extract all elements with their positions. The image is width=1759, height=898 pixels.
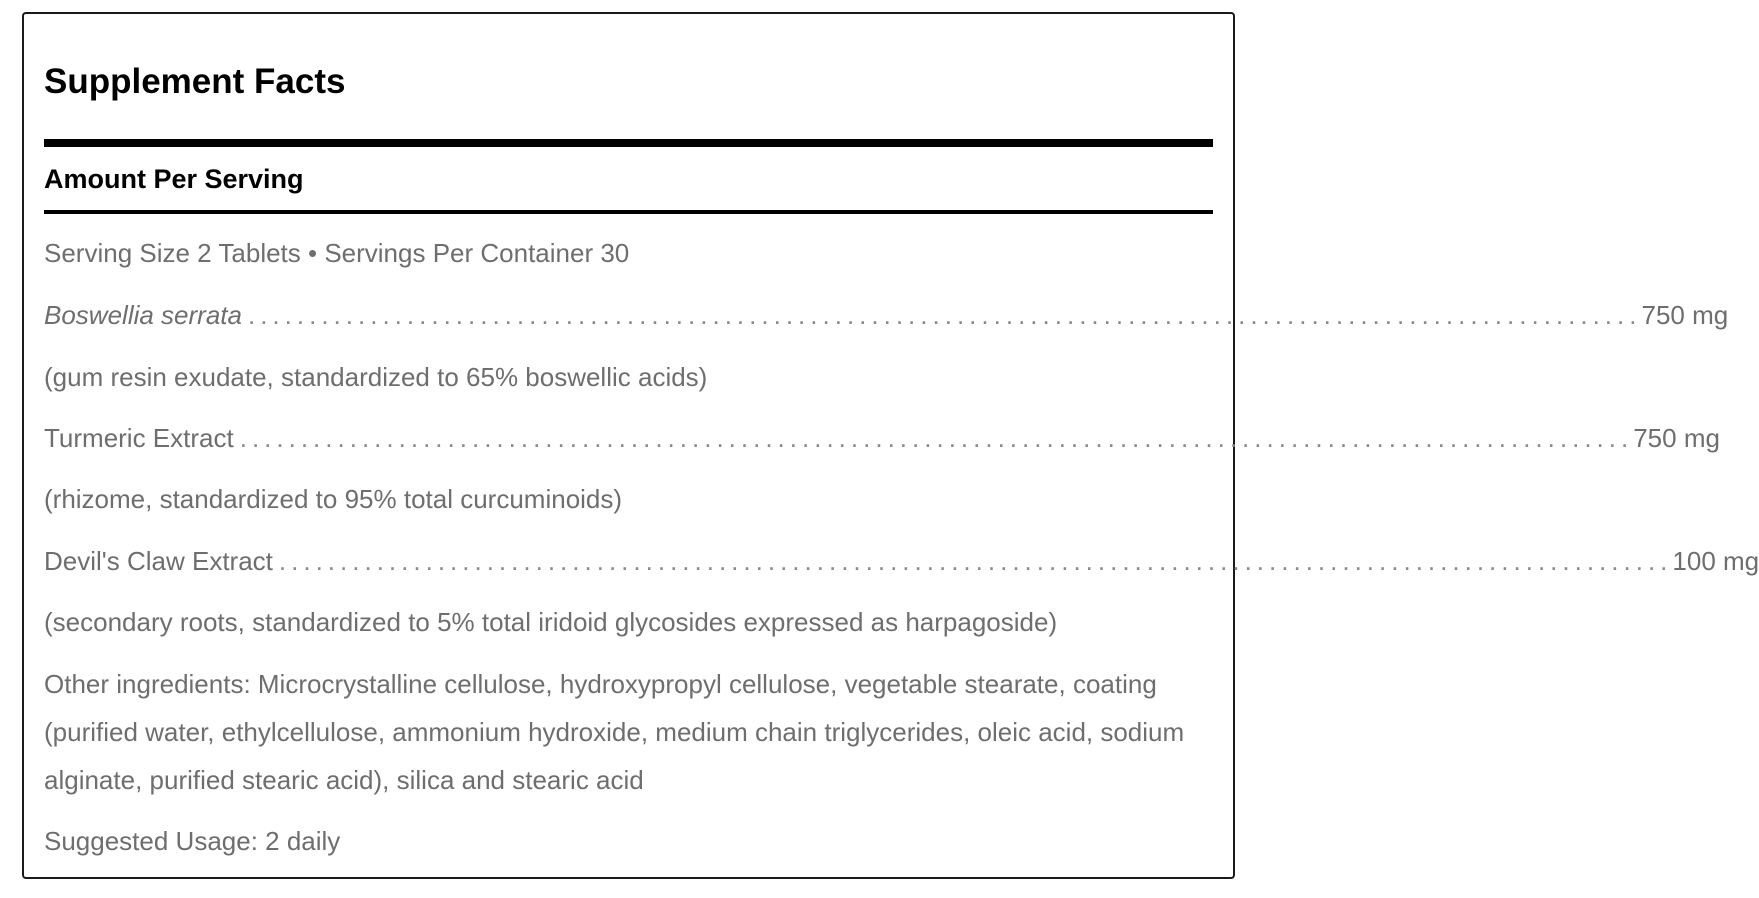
suggested-usage: Suggested Usage: 2 daily xyxy=(44,826,341,856)
supplement-facts-panel xyxy=(22,12,1759,879)
ingredient-row-boswellia xyxy=(44,298,1729,332)
dot-leader: .................................................................................................................. xyxy=(247,300,1642,330)
ingredient-row-turmeric xyxy=(44,421,1720,455)
ingredient-note-boswellia: (gum resin exudate, standardized to 65% boswellic acids) xyxy=(44,362,708,392)
dot-leader: .................................................................................................................. xyxy=(239,423,1634,453)
ingredient-note-turmeric: (rhizome, standardized to 95% total curcuminoids) xyxy=(44,484,623,514)
ingredient-name: Devil's Claw Extract xyxy=(44,546,273,576)
serving-info: Serving Size 2 Tablets • Servings Per Container 30 xyxy=(44,238,630,268)
page-title: Supplement Facts xyxy=(44,62,346,101)
ingredient-name: Boswellia serrata xyxy=(44,300,242,330)
dot-leader: .................................................................................................................. xyxy=(278,546,1673,576)
amount-per-serving-header: Amount Per Serving xyxy=(44,164,304,194)
ingredient-row-devils-claw xyxy=(44,544,1759,578)
ingredient-note-devils-claw: (secondary roots, standardized to 5% total iridoid glycosides expressed as harpagoside) xyxy=(44,607,1058,637)
ingredient-amount: 100 mg xyxy=(1672,546,1759,576)
ingredient-amount: 750 mg xyxy=(1641,300,1729,330)
thin-divider xyxy=(44,210,1213,214)
thick-divider xyxy=(44,139,1213,147)
ingredient-amount: 750 mg xyxy=(1633,423,1720,453)
ingredient-name: Turmeric Extract xyxy=(44,423,234,453)
other-ingredients: Other ingredients: Microcrystalline cellulose, hydroxypropyl cellulose, vegetable stearate, coating (purified water, ethylcellulose, ammonium hydroxide, medium chain triglycerides, oleic acid, sodium alginate, purified stearic acid), silica and stearic acid xyxy=(44,669,1185,795)
